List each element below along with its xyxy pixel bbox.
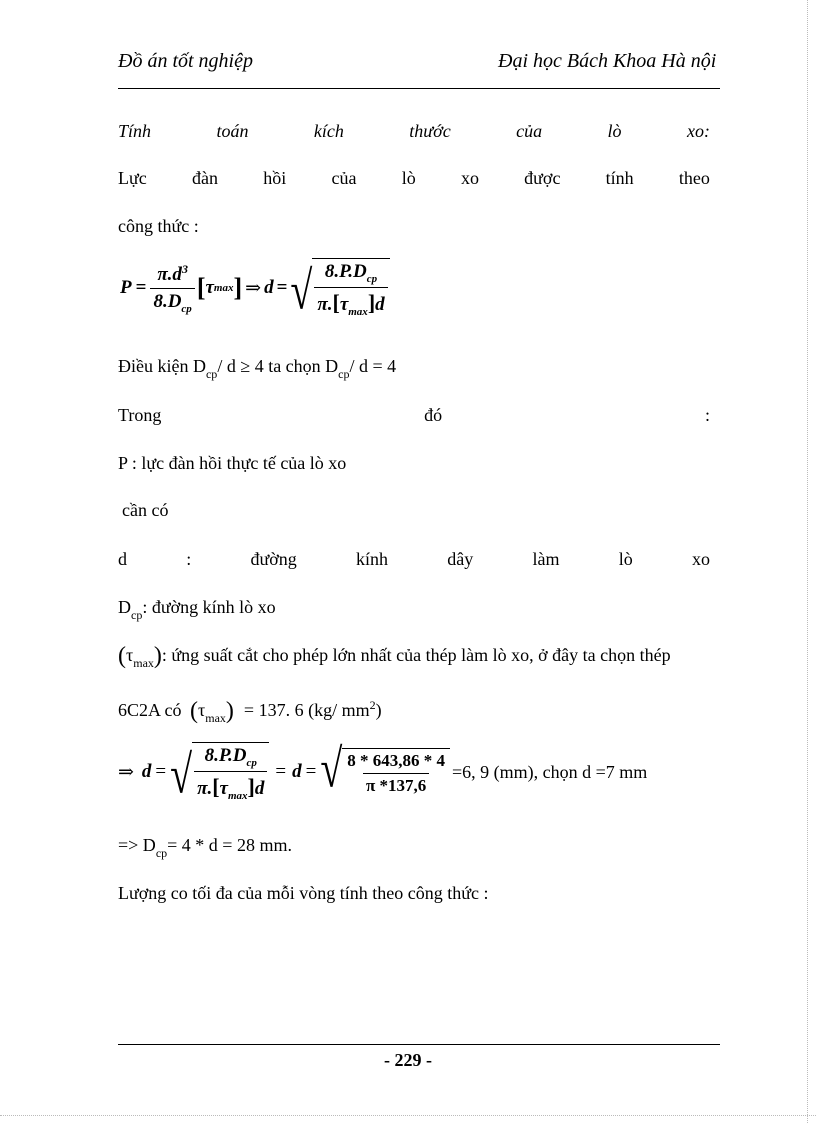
page-frame-right: [807, 0, 808, 1123]
line-can-co: cần có: [122, 500, 169, 520]
line-dcp-definition: $D_{cp}$: đường kính lò xo: [118, 597, 276, 622]
line-steel-choice: 6C2A có $(\tau_{max}) = 137$. 6 (kg/ $mm^2$): [118, 698, 382, 725]
line-tau-definition: $(\tau_{max})$: ứng suất cắt cho phép lớn nhất của thép làm lò xo, ở đây ta chọn thép: [118, 643, 671, 670]
header-right: Đại học Bách Khoa Hà nội: [498, 50, 717, 72]
footer-rule: [118, 1044, 720, 1045]
formula-wire-diameter: ⇒ d = √ $\frac{8.P.D_{cp}}{\pi.[\tau_{max}]d}$ = d = √ $\frac{8 * 643,86 * 4}{\pi *137,6}$ =6, 9 (mm), chọn d =7 mm: [118, 737, 648, 805]
line-luong-co: Lượng co tối đa của mỗi vòng tính theo công thức :: [118, 883, 489, 903]
header-rule: [118, 88, 720, 89]
line-cong-thuc: công thức :: [118, 216, 199, 236]
line-trong-do: Trong đó :: [118, 405, 710, 425]
line-luc-dan-hoi: Lực đàn hồi của lò xo được tính theo: [118, 168, 710, 188]
page-number: - 229 -: [384, 1050, 432, 1070]
line-dieu-kien: Điều kiện $D_{cp}/$ d ≥ 4 ta chọn $D_{cp}/$ d = 4: [118, 356, 397, 381]
page-frame-bottom: [0, 1115, 816, 1116]
header-left: Đồ án tốt nghiệp: [118, 50, 253, 72]
formula-spring-force: P = $\frac{\pi.d^3}{8.D_{cp}}$ [ τ max ] ⇒ d = √ $\frac{8.P.D_{cp}}{\pi.[\tau_{max}]d}$: [120, 258, 390, 318]
line-d-definition: d : đường kính dây làm lò xo: [118, 549, 710, 569]
line-dcp-result: => $D_{cp}= 4 * d = 28$ mm.: [118, 835, 292, 860]
line-p-definition: P : lực đàn hồi thực tế của lò xo: [118, 453, 347, 473]
line-tinh-toan: Tính toán kích thước của lò xo:: [118, 121, 710, 141]
